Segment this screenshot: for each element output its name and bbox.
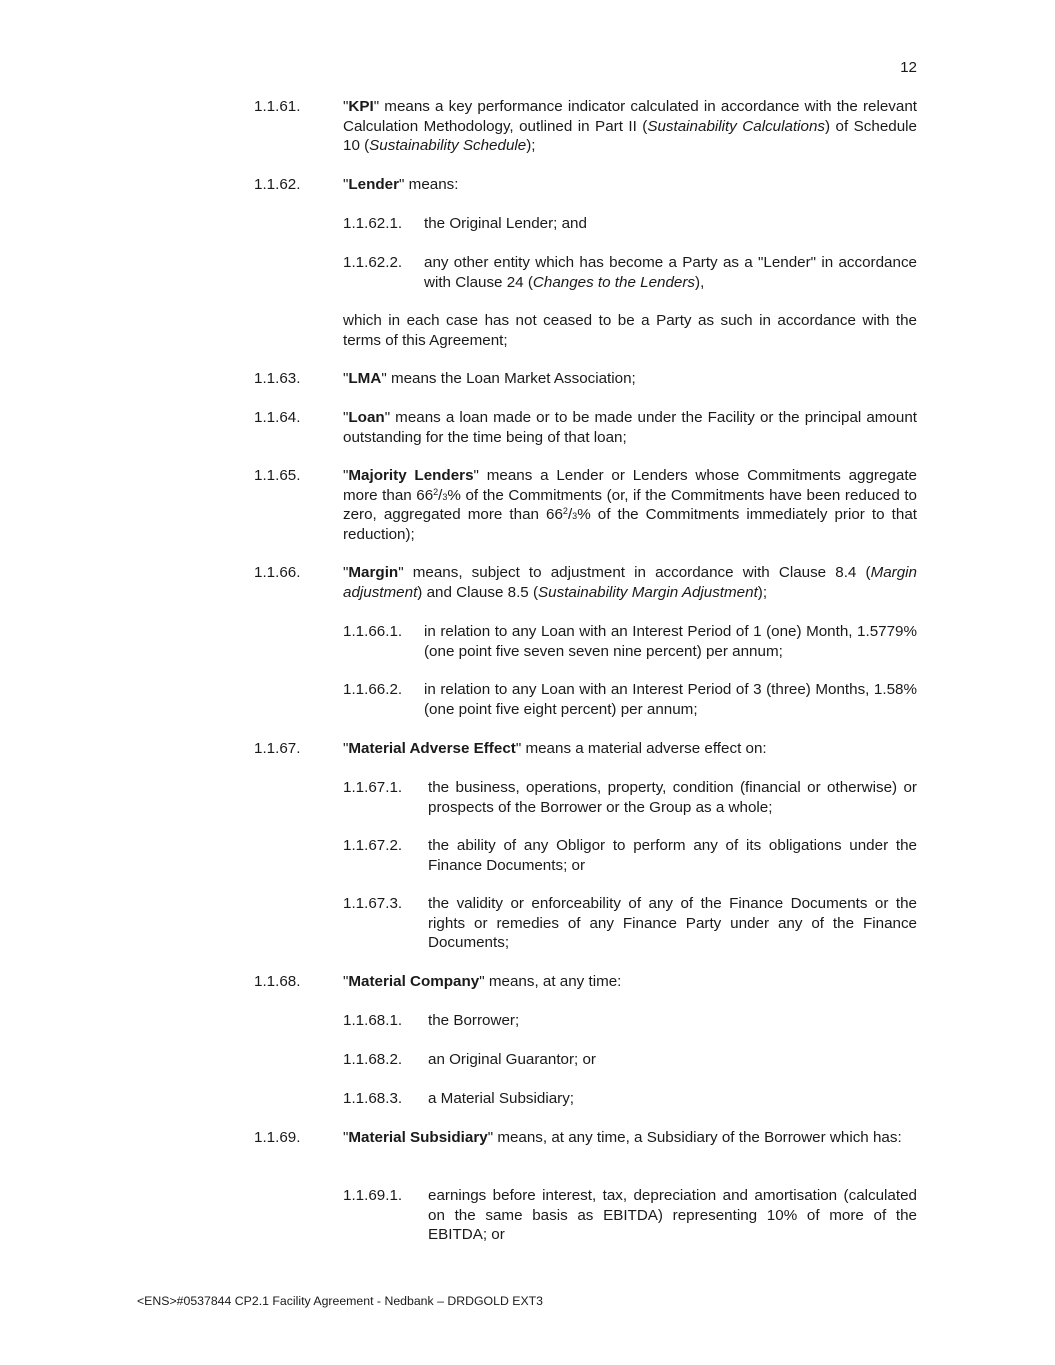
- sub-clause-text: an Original Guarantor; or: [428, 1051, 596, 1068]
- clause-1-1-69: [254, 1128, 917, 1148]
- sub-clause-number: 1.1.67.1.: [343, 779, 403, 796]
- sub-clause-text: earnings before interest, tax, depreciation and amortisation (calculated on the same basis as EBITDA) representing 10% of more of the EBITDA; or: [428, 1187, 917, 1244]
- sub-clause-1-1-62-2: [343, 253, 917, 292]
- clause-number: 1.1.64.: [254, 409, 301, 426]
- clause-1-1-66: [254, 563, 917, 602]
- sub-clause-number: 1.1.67.3.: [343, 895, 403, 912]
- clause-1-1-65: [254, 466, 917, 544]
- sub-clause-1-1-68-1: [343, 1011, 917, 1031]
- clause-text: "Margin" means, subject to adjustment in accordance with Clause 8.4 (Margin adjustment) and Clause 8.5 (Sustainability Margin Adjustment);: [343, 564, 917, 601]
- sub-clause-1-1-68-2: [343, 1050, 917, 1070]
- defined-term: Majority Lenders: [348, 467, 474, 484]
- sub-clause-text: in relation to any Loan with an Interest Period of 3 (three) Months, 1.58% (one point five eight percent) per annum;: [424, 681, 917, 718]
- defined-term: KPI: [348, 98, 374, 115]
- sub-clause-number: 1.1.68.1.: [343, 1012, 403, 1029]
- defined-term: Material Adverse Effect: [348, 740, 516, 757]
- clause-text: "LMA" means the Loan Market Association;: [343, 370, 636, 387]
- clause-1-1-64: [254, 408, 917, 447]
- clause-number: 1.1.65.: [254, 467, 301, 484]
- clause-number: 1.1.69.: [254, 1129, 301, 1146]
- sub-clause-text: the validity or enforceability of any of the Finance Documents or the rights or remedies of any Finance Party under any of the Finance Documents;: [428, 895, 917, 952]
- clause-text: "Material Adverse Effect" means a material adverse effect on:: [343, 740, 767, 757]
- sub-clause-text: a Material Subsidiary;: [428, 1090, 575, 1107]
- sub-clause-1-1-66-1: [343, 622, 917, 661]
- clause-text: "Majority Lenders" means a Lender or Lenders whose Commitments aggregate more than $66^2/3\%$ of the Commitments (or, if the Commitments have been reduced to zero, aggregated more than $66^2/3\%$ of the Commitments immediately prior to that reduction);: [343, 467, 917, 543]
- sub-clause-number: 1.1.67.2.: [343, 837, 403, 854]
- sub-clause-1-1-69-1: [343, 1186, 917, 1245]
- clause-1-1-62: [254, 175, 917, 195]
- sub-clause-number: 1.1.68.2.: [343, 1051, 403, 1068]
- page-number: 12: [900, 59, 917, 76]
- clause-number: 1.1.61.: [254, 98, 301, 115]
- defined-term: Margin: [348, 564, 399, 581]
- sub-clause-text: the ability of any Obligor to perform any of its obligations under the Finance Documents; or: [428, 837, 917, 874]
- clause-text: "Loan" means a loan made or to be made under the Facility or the principal amount outstanding for the time being of that loan;: [343, 409, 917, 446]
- sub-clause-text: the business, operations, property, condition (financial or otherwise) or prospects of the Borrower or the Group as a whole;: [428, 779, 917, 816]
- clause-number: 1.1.66.: [254, 564, 301, 581]
- sub-clause-1-1-67-2: [343, 836, 917, 875]
- document-footer: <ENS>#0537844 CP2.1 Facility Agreement - Nedbank – DRDGOLD EXT3: [137, 1294, 544, 1308]
- sub-clause-number: 1.1.62.2.: [343, 254, 403, 271]
- defined-term: LMA: [348, 370, 382, 387]
- clause-1-1-68: [254, 972, 917, 992]
- sub-clause-number: 1.1.62.1.: [343, 215, 403, 232]
- clause-number: 1.1.63.: [254, 370, 301, 387]
- sub-clause-text: any other entity which has become a Party as a "Lender" in accordance with Clause 24 (Changes to the Lenders),: [424, 254, 917, 291]
- defined-term: Lender: [348, 176, 400, 193]
- clause-number: 1.1.67.: [254, 740, 301, 757]
- sub-clause-1-1-67-1: [343, 778, 917, 817]
- sub-clause-1-1-67-3: [343, 894, 917, 953]
- defined-term: Material Subsidiary: [348, 1129, 488, 1146]
- sub-clause-1-1-66-2: [343, 680, 917, 719]
- clause-number: 1.1.68.: [254, 973, 301, 990]
- clause-text: "Lender" means:: [343, 176, 459, 193]
- sub-clause-text: the Borrower;: [428, 1012, 520, 1029]
- clause-number: 1.1.62.: [254, 176, 301, 193]
- sub-clause-number: 1.1.66.2.: [343, 681, 403, 698]
- clause-1-1-67: [254, 739, 917, 759]
- clause-text: "KPI" means a key performance indicator calculated in accordance with the relevant Calculation Methodology, outlined in Part II (Sustainability Calculations) of Schedule 10 (Sustainability Schedule);: [343, 98, 918, 155]
- defined-term: Material Company: [348, 973, 480, 990]
- clause-text: "Material Subsidiary" means, at any time, a Subsidiary of the Borrower which has:: [343, 1129, 902, 1146]
- defined-term: Loan: [348, 409, 385, 426]
- sub-clause-number: 1.1.66.1.: [343, 623, 403, 640]
- sub-clause-text: the Original Lender; and: [424, 215, 587, 232]
- sub-clause-text: in relation to any Loan with an Interest Period of 1 (one) Month, 1.5779% (one point five seven seven nine percent) per annum;: [424, 623, 917, 660]
- clause-text: "Material Company" means, at any time:: [343, 973, 622, 990]
- sub-clause-number: 1.1.68.3.: [343, 1090, 403, 1107]
- clause-1-1-62-tail: which in each case has not ceased to be a Party as such in accordance with the terms of this Agreement;: [343, 312, 917, 349]
- clause-1-1-63: [254, 369, 917, 389]
- sub-clause-1-1-62-1: [343, 214, 917, 234]
- clause-1-1-61: [254, 97, 917, 156]
- sub-clause-number: 1.1.69.1.: [343, 1187, 403, 1204]
- sub-clause-1-1-68-3: [343, 1089, 917, 1109]
